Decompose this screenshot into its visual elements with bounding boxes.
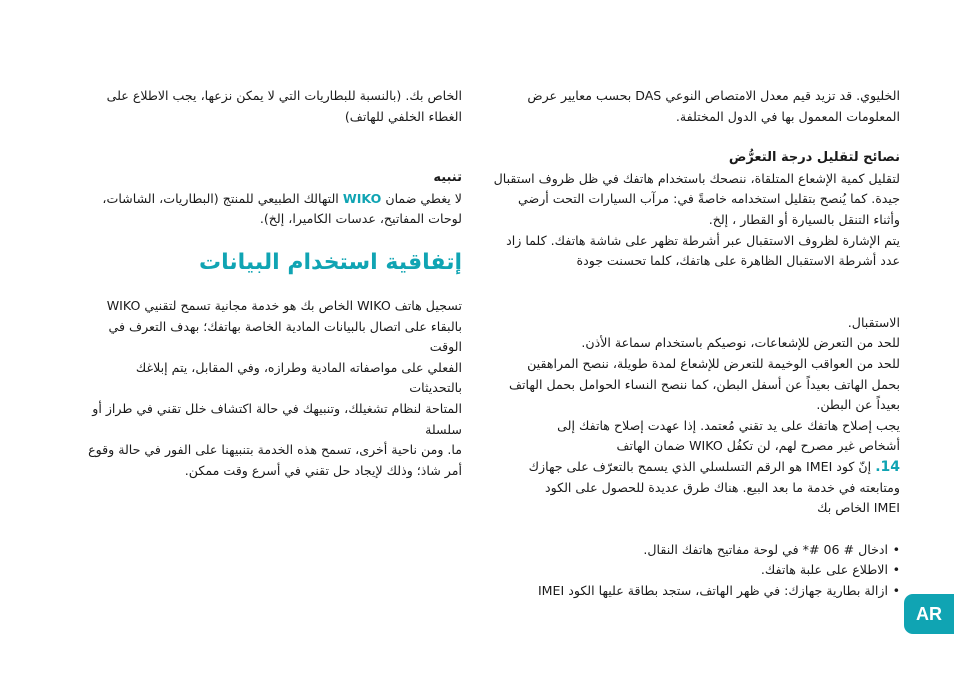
tips-paragraph-line: عدد أشرطة الاستقبال الظاهرة على هاتفك، كلما تحسنت جودة bbox=[576, 253, 900, 269]
das-paragraph-line: المعلومات المعمول بها في الدول المختلفة. bbox=[675, 108, 900, 124]
reception-paragraph-line: بعيداً عن البطن. bbox=[816, 397, 900, 413]
imei-item-line bbox=[492, 457, 900, 478]
reception-paragraph-line: الاستقبال. bbox=[847, 314, 900, 330]
list-item: • ادخال # 06 #* في لوحة مفاتيح هاتفك النقال. bbox=[492, 540, 900, 561]
item-number: 14. bbox=[875, 458, 900, 475]
data-agreement-line: أمر شاذ؛ وذلك لإيجاد حل تقني في أسرع وقت ممكن. bbox=[184, 462, 462, 478]
right-column bbox=[492, 86, 900, 601]
data-agreement-line: تسجيل هاتف WIKO الخاص بك هو خدمة مجانية تسمح لتقنيي WIKO bbox=[106, 297, 462, 313]
brand-name: WIKO bbox=[342, 190, 382, 206]
list-item: • ازالة بطارية جهازك: في ظهر الهاتف، ستجد بطاقة عليها الكود IMEI bbox=[492, 581, 900, 602]
imei-methods-list bbox=[492, 540, 900, 602]
data-agreement-line: المتاحة لنظام تشغيلك، وتنبيهك في حالة اكتشاف خلل تقني في طراز أو سلسلة bbox=[92, 400, 462, 437]
reception-paragraph-line: للحد من العواقب الوخيمة للتعرض للإشعاع لمدة طويلة، ننصح المراهقين bbox=[527, 355, 900, 371]
language-tab: AR bbox=[904, 594, 954, 634]
battery-paragraph-line: الغطاء الخلفي للهاتف) bbox=[344, 108, 462, 124]
warning-paragraph-line: لوحات المفاتيح، عدسات الكاميرا، إلخ). bbox=[259, 211, 462, 227]
tips-paragraph-line: جيدة. كما يُنصح بتقليل استخدامه خاصةً في: مرآب السيارات التحت أرضي bbox=[518, 191, 900, 207]
left-column bbox=[80, 86, 462, 481]
reception-paragraph-line: أشخاص غير مصرح لهم، لن تكفُل WIKO ضمان الهاتف bbox=[616, 438, 900, 454]
data-agreement-line: ما. ومن ناحية أخرى، تسمح هذه الخدمة بتنبيهنا على الفور في حالة وقوع bbox=[88, 442, 462, 458]
section-title: إتفاقية استخدام البيانات bbox=[199, 249, 462, 275]
tips-paragraph-line: يتم الإشارة لظروف الاستقبال عبر أشرطة تظهر على شاشة هاتفك. كلما زاد bbox=[506, 232, 900, 248]
tips-paragraph-line: لتقليل كمية الإشعاع المتلقاة، ننصحك باستخدام هاتفك في ظل ظروف استقبال bbox=[493, 170, 900, 186]
reception-paragraph-line: يجب إصلاح هاتفك على يد تقني مُعتمد. إذا عهدت إصلاح هاتفك إلى bbox=[557, 417, 900, 433]
data-agreement-line: الفعلي على مواصفاته المادية وطرازه، وفي المقابل، يتم إبلاغك بالتحديثات bbox=[135, 359, 462, 396]
das-paragraph-line: الخليوي. قد تزيد قيم معدل الامتصاص النوعي DAS بحسب معايير عرض bbox=[527, 88, 900, 103]
warning-paragraph-line bbox=[80, 189, 462, 210]
tips-paragraph-line: وأثناء التنقل بالسيارة أو القطار ، إلخ. bbox=[708, 211, 900, 227]
warning-heading: تنبيه bbox=[433, 170, 462, 186]
tips-heading: نصائح لتقليل درجة التعرُّض bbox=[728, 150, 900, 166]
warning-text: التهالك الطبيعي للمنتج (البطاريات، الشاشات، bbox=[102, 190, 339, 206]
list-item: • الاطلاع على علبة هاتفك. bbox=[492, 560, 900, 581]
reception-paragraph-line: للحد من التعرض للإشعاعات، نوصيكم باستخدام سماعة الأذن. bbox=[581, 335, 900, 351]
reception-paragraph-line: بحمل الهاتف بعيداً عن أسفل البطن، كما ننصح النساء الحوامل بحمل الهاتف bbox=[508, 376, 900, 392]
imei-item-text: إنّ كود IMEI هو الرقم التسلسلي الذي يسمح بالتعرّف على جهازك bbox=[528, 458, 872, 474]
data-agreement-line: بالبقاء على اتصال بالبيانات المادية الخاصة بهاتفك؛ بهدف التعرف في الوقت bbox=[108, 318, 462, 355]
imei-item-line: ومتابعته في خدمة ما بعد البيع. هناك طرق عديدة للحصول على الكود bbox=[545, 479, 900, 495]
imei-item-line: IMEI الخاص بك bbox=[817, 500, 900, 516]
warning-text: لا يغطي ضمان bbox=[385, 190, 462, 206]
battery-paragraph-line: الخاص بك. (بالنسبة للبطاريات التي لا يمكن نزعها، يجب الاطلاع على bbox=[106, 88, 462, 103]
